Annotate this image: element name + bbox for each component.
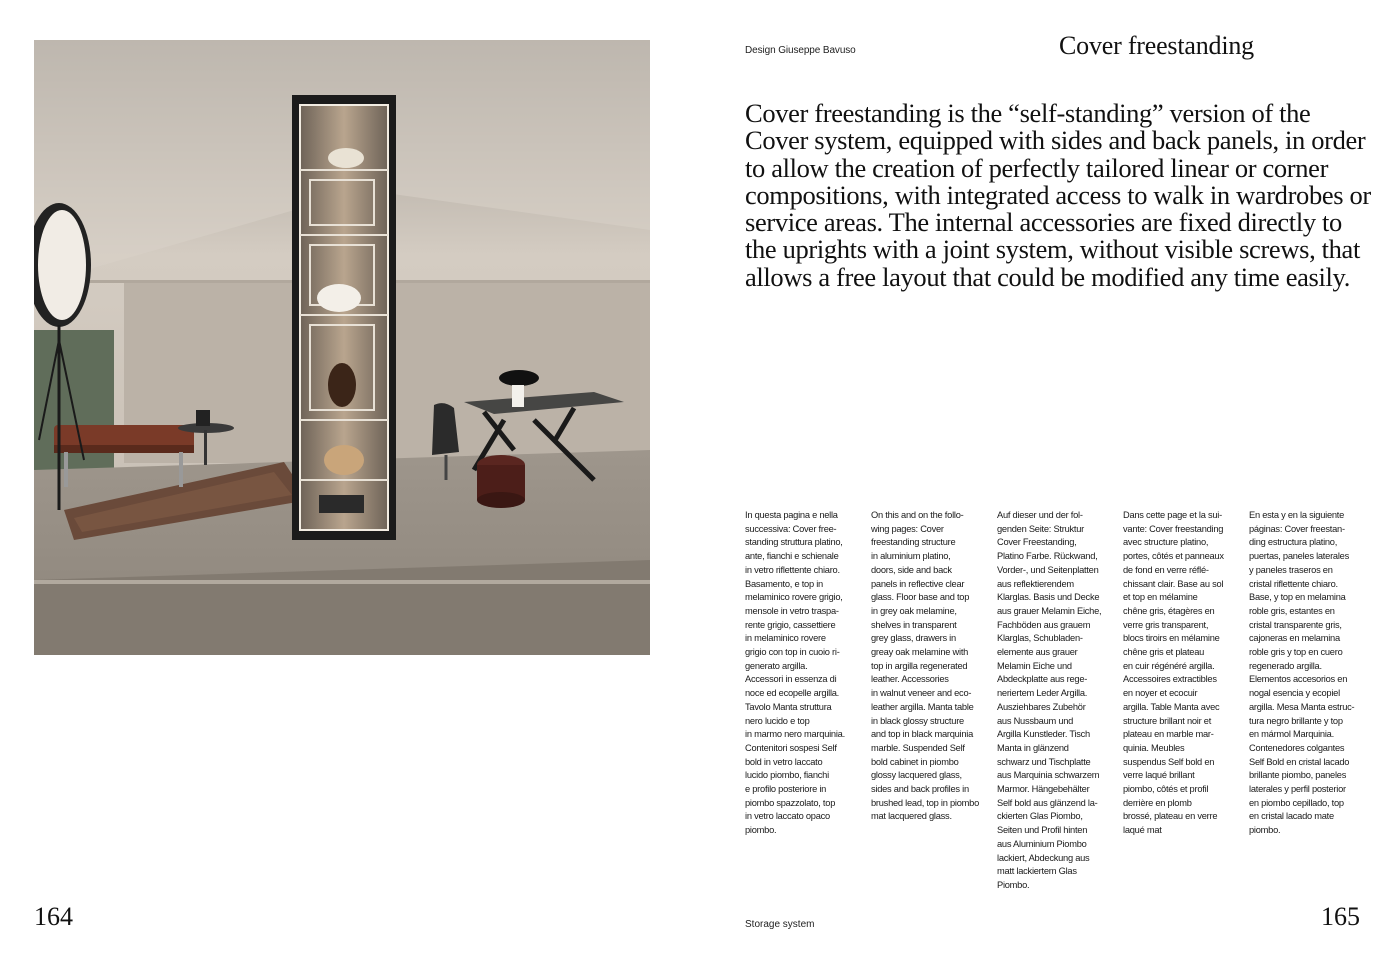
page-number-left: 164 [34, 902, 73, 931]
caption-spanish: En esta y en la siguiente páginas: Cover freestan- ding estructura platino, puertas, paneles laterales y paneles traseros en cristal riflettente chiaro. Base, y top en melamina roble gris, estantes en cristal transparente gris, cajoneras en melamina roble gris y top en cuero regenerado argilla. Elementos accesorios en nogal esencia y ecopiel argilla. Mesa Manta estruc- tura negro brillante y top en mármol Marquinia. Contenedores colgantes Self Bold en cristal lacado brillante piombo, paneles laterales y perfil posterior en piombo cepillado, top en cristal lacado mate piombo. [1249, 510, 1355, 836]
caption-columns [745, 509, 1375, 893]
interior-photo-illustration [34, 40, 650, 655]
caption-italian: In questa pagina e nella successiva: Cover free- standing struttura platino, ante, fianchi e schienale in vetro riflettente chiaro. Basamento, e top in melaminico rovere grigio, mensole in vetro traspa- rente grigio, cassettiere in melaminico rovere grigio con top in cuoio ri- generato argilla. Accessori in essenza di noce ed ecopelle argilla. Tavolo Manta struttura nero lucido e top in marmo nero marquinia. Contenitori sospesi Self bold in vetro laccato lucido piombo, fianchi e profilo posteriore in piombo spazzolato, top in vetro laccato opaco piombo. [745, 510, 845, 836]
interior-photo [34, 40, 650, 655]
page-number-right: 165 [1321, 902, 1360, 931]
page-title: Cover freestanding [1059, 31, 1254, 60]
caption-english: On this and on the follo- wing pages: Cover freestanding structure in aluminium platino, doors, side and back panels in reflective clear glass. Floor base and top in grey oak melamine, shelves in transparent grey glass, drawers in greay oak melamine with top in argilla regenerated leather. Accessories in walnut veneer and eco- leather argilla. Manta table in black glossy structure and top in black marquinia marble. Suspended Self bold cabinet in piombo glossy lacquered glass, sides and back profiles in brushed lead, top in piombo mat lacquered glass. [871, 510, 979, 822]
caption-german: Auf dieser und der fol- genden Seite: Struktur Cover Freestanding, Platino Farbe. Rückwand, Vorder-, und Seitenplatten aus reflektierendem Klarglas. Basis und Decke aus grauer Melamin Eiche, Fachböden aus grauem Klarglas, Schubladen- elemente aus grauer Melamin Eiche und Abdeckplatte aus rege- neriertem Leder Argilla. Ausziehbares Zubehör aus Nussbaum und Argilla Kunstleder. Tisch Manta in glänzend schwarz und Tischplatte aus Marquinia schwarzem Marmor. Hängebehälter Self bold aus glänzend la- ckierten Glas Piombo, Seiten und Profil hinten aus Aluminium Piombo lackiert, Abdeckung aus matt lackiertem Glas Piombo. [997, 510, 1102, 890]
lead-paragraph: Cover freestanding is the “self-standing” version of the Cover system, equipped with sides and back panels, in order to allow the creation of perfectly tailored linear or corner compositions, with integrated access to walk in wardrobes or service areas. The internal accessories are fixed directly to the uprights with a joint system, without visible screws, that allows a free layout that could be modified any time easily. [745, 98, 1371, 292]
section-label: Storage system [745, 919, 815, 930]
designer-credit: Design Giuseppe Bavuso [745, 45, 856, 56]
caption-french: Dans cette page et la sui- vante: Cover freestanding avec structure platino, portes, côtés et panneaux de fond en verre réflé- chissant clair. Base au sol et top en mélamine chêne gris, étagères en verre gris transparent, blocs tiroirs en mélamine chêne gris et plateau en cuir régénéré argilla. Accessoires extractibles en noyer et ecocuir argilla. Table Manta avec structure brillant noir et plateau en marble mar- quinia. Meubles suspendus Self bold en verre laqué brillant piombo, côtés et profil derrière en plomb brossé, plateau en verre laqué mat [1123, 510, 1224, 836]
